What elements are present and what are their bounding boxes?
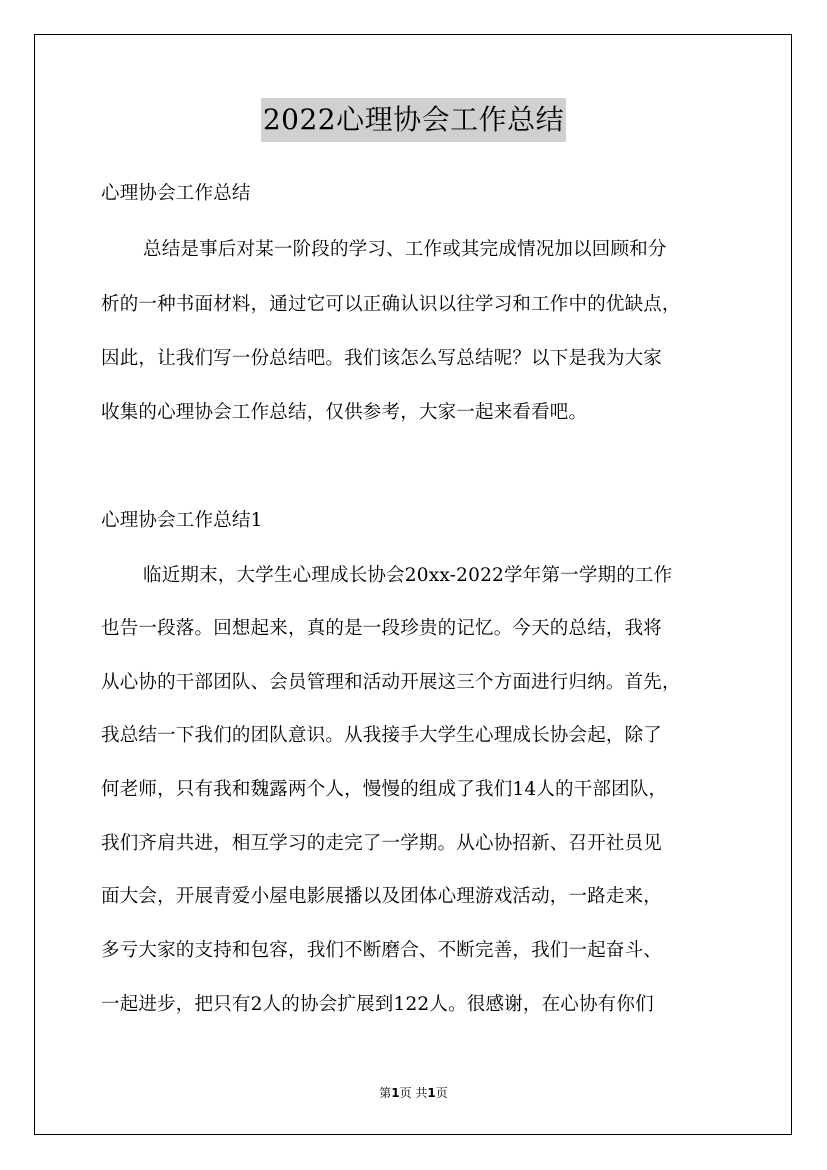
footer-suffix: 页 <box>435 1086 448 1100</box>
body-line-5: 何老师，只有我和魏露两个人，慢慢的组成了我们14人的干部团队， <box>101 779 668 800</box>
body-line-4: 我总结一下我们的团队意识。从我接手大学生心理成长协会起，除了 <box>101 725 663 746</box>
footer-mid: 页 共 <box>399 1086 428 1100</box>
body-line-1: 临近期末，大学生心理成长协会20xx-2022学年第一学期的工作 <box>143 565 673 586</box>
body-line-8: 多亏大家的支持和包容，我们不断磨合、不断完善，我们一起奋斗、 <box>101 940 663 961</box>
body-line-6: 我们齐肩共进，相互学习的走完了一学期。从心协招新、召开社员见 <box>101 833 663 854</box>
section-heading-2: 心理协会工作总结1 <box>101 510 263 531</box>
intro-line-1: 总结是事后对某一阶段的学习、工作或其完成情况加以回顾和分 <box>143 239 667 260</box>
body-line-7: 面大会，开展青爱小屋电影展播以及团体心理游戏活动，一路走来， <box>101 886 663 907</box>
body-line-3: 从心协的干部团队、会员管理和活动开展这三个方面进行归纳。首先， <box>101 672 681 693</box>
document-title: 2022心理协会工作总结 <box>261 98 566 142</box>
page-footer <box>0 1085 827 1101</box>
intro-line-4: 收集的心理协会工作总结，仅供参考，大家一起来看看吧。 <box>101 402 588 423</box>
body-line-9: 一起进步，把只有2人的协会扩展到122人。很感谢，在心协有你们 <box>101 994 654 1015</box>
footer-page-current: 1 <box>391 1086 400 1100</box>
footer-page-total: 1 <box>427 1086 436 1100</box>
footer-prefix: 第 <box>379 1086 392 1100</box>
intro-line-3: 因此，让我们写一份总结吧。我们该怎么写总结呢？以下是我为大家 <box>101 348 663 369</box>
section-heading-1: 心理协会工作总结 <box>101 183 251 204</box>
intro-line-2: 析的一种书面材料，通过它可以正确认识以往学习和工作中的优缺点， <box>101 294 681 315</box>
body-line-2: 也告一段落。回想起来，真的是一段珍贵的记忆。今天的总结，我将 <box>101 618 663 639</box>
title-container <box>0 98 827 142</box>
